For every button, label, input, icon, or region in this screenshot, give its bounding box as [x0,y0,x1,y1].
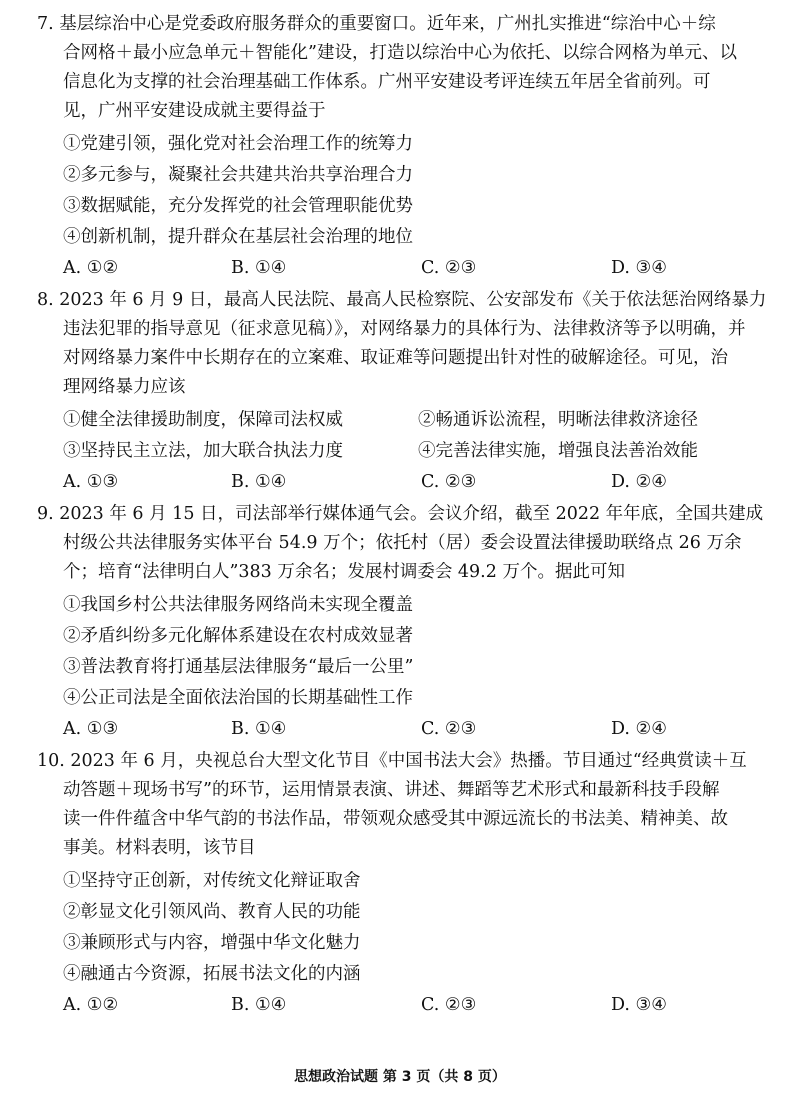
question-7-option-1: ①党建引领，强化党对社会治理工作的统筹力 [63,134,413,154]
question-10-choices [63,991,763,1019]
question-8-line-3: 对网络暴力案件中长期存在的立案难、取证难等问题提出针对性的破解途径。可见，治 [63,348,728,368]
question-10-line-1: 10. 2023 年 6 月，央视总台大型文化节目《中国书法大会》热播。节目通过“经典赏读＋互 [37,751,747,771]
choice-a: A. ①② [63,258,119,278]
question-8-line-1: 8. 2023 年 6 月 9 日，最高人民法院、最高人民检察院、公安部发布《关于依法惩治网络暴力 [37,290,767,310]
choice-a: A. ①② [63,995,119,1015]
question-7-option-3: ③数据赋能，充分发挥党的社会管理职能优势 [63,196,413,216]
question-9-line-1: 9. 2023 年 6 月 15 日，司法部举行媒体通气会。会议介绍，截至 2022 年年底，全国共建成 [37,504,764,524]
choice-c: C. ②③ [421,719,477,739]
question-8-choices [63,468,763,496]
question-9-option-3: ③普法教育将打通基层法律服务“最后一公里” [63,657,414,677]
question-9-option-1: ①我国乡村公共法律服务网络尚未实现全覆盖 [63,595,413,615]
question-7-option-4: ④创新机制，提升群众在基层社会治理的地位 [63,227,413,247]
choice-a: A. ①③ [63,472,119,492]
choice-b: B. ①④ [231,995,287,1015]
choice-d: D. ③④ [611,258,667,278]
choice-b: B. ①④ [231,472,287,492]
choice-c: C. ②③ [421,472,477,492]
question-8-option-1: ①健全法律援助制度，保障司法权威 [63,410,343,430]
question-10-line-2: 动答题＋现场书写”的环节，运用情景表演、讲述、舞蹈等艺术形式和最新科技手段解 [63,780,720,800]
question-10-line-3: 读一件件蕴含中华气韵的书法作品，带领观众感受其中源远流长的书法美、精神美、故 [63,809,728,829]
question-8-option-4: ④完善法律实施，增强良法善治效能 [418,441,698,461]
choice-b: B. ①④ [231,719,287,739]
question-10-option-4: ④融通古今资源，拓展书法文化的内涵 [63,964,361,984]
page-footer: 思想政治试题 第 3 页（共 8 页） [294,1069,506,1085]
question-7-choices [63,254,763,282]
question-8-option-2: ②畅通诉讼流程，明晰法律救济途径 [418,410,698,430]
question-7-line-1: 7. 基层综治中心是党委政府服务群众的重要窗口。近年来，广州扎实推进“综治中心＋综 [37,14,716,34]
choice-c: C. ②③ [421,258,477,278]
question-9-line-3: 个；培育“法律明白人”383 万余名；发展村调委会 49.2 万个。据此可知 [63,562,625,582]
question-10-option-3: ③兼顾形式与内容，增强中华文化魅力 [63,933,361,953]
choice-d: D. ②④ [611,719,667,739]
question-8-line-4: 理网络暴力应该 [63,377,186,397]
choice-c: C. ②③ [421,995,477,1015]
question-7-line-2: 合网格＋最小应急单元＋智能化”建设，打造以综治中心为依托、以综合网格为单元、以 [63,43,737,63]
choice-d: D. ③④ [611,995,667,1015]
question-7-line-3: 信息化为支撑的社会治理基础工作体系。广州平安建设考评连续五年居全省前列。可 [63,72,711,92]
choice-b: B. ①④ [231,258,287,278]
question-9-choices [63,715,763,743]
question-9-option-4: ④公正司法是全面依法治国的长期基础性工作 [63,688,413,708]
question-7-option-2: ②多元参与，凝聚社会共建共治共享治理合力 [63,165,413,185]
question-10-line-4: 事美。材料表明，该节目 [63,838,256,858]
choice-d: D. ②④ [611,472,667,492]
question-7-line-4: 见，广州平安建设成就主要得益于 [63,101,326,121]
question-10-option-1: ①坚持守正创新，对传统文化辩证取舍 [63,871,361,891]
question-10-option-2: ②彰显文化引领风尚、教育人民的功能 [63,902,361,922]
question-8-option-3: ③坚持民主立法，加大联合执法力度 [63,441,343,461]
choice-a: A. ①③ [63,719,119,739]
question-9-line-2: 村级公共法律服务实体平台 54.9 万个；依托村（居）委会设置法律援助联络点 26 万余 [63,533,742,553]
question-8-line-2: 违法犯罪的指导意见（征求意见稿）》，对网络暴力的具体行为、法律救济等予以明确，并 [63,319,746,339]
question-9-option-2: ②矛盾纠纷多元化解体系建设在农村成效显著 [63,626,413,646]
